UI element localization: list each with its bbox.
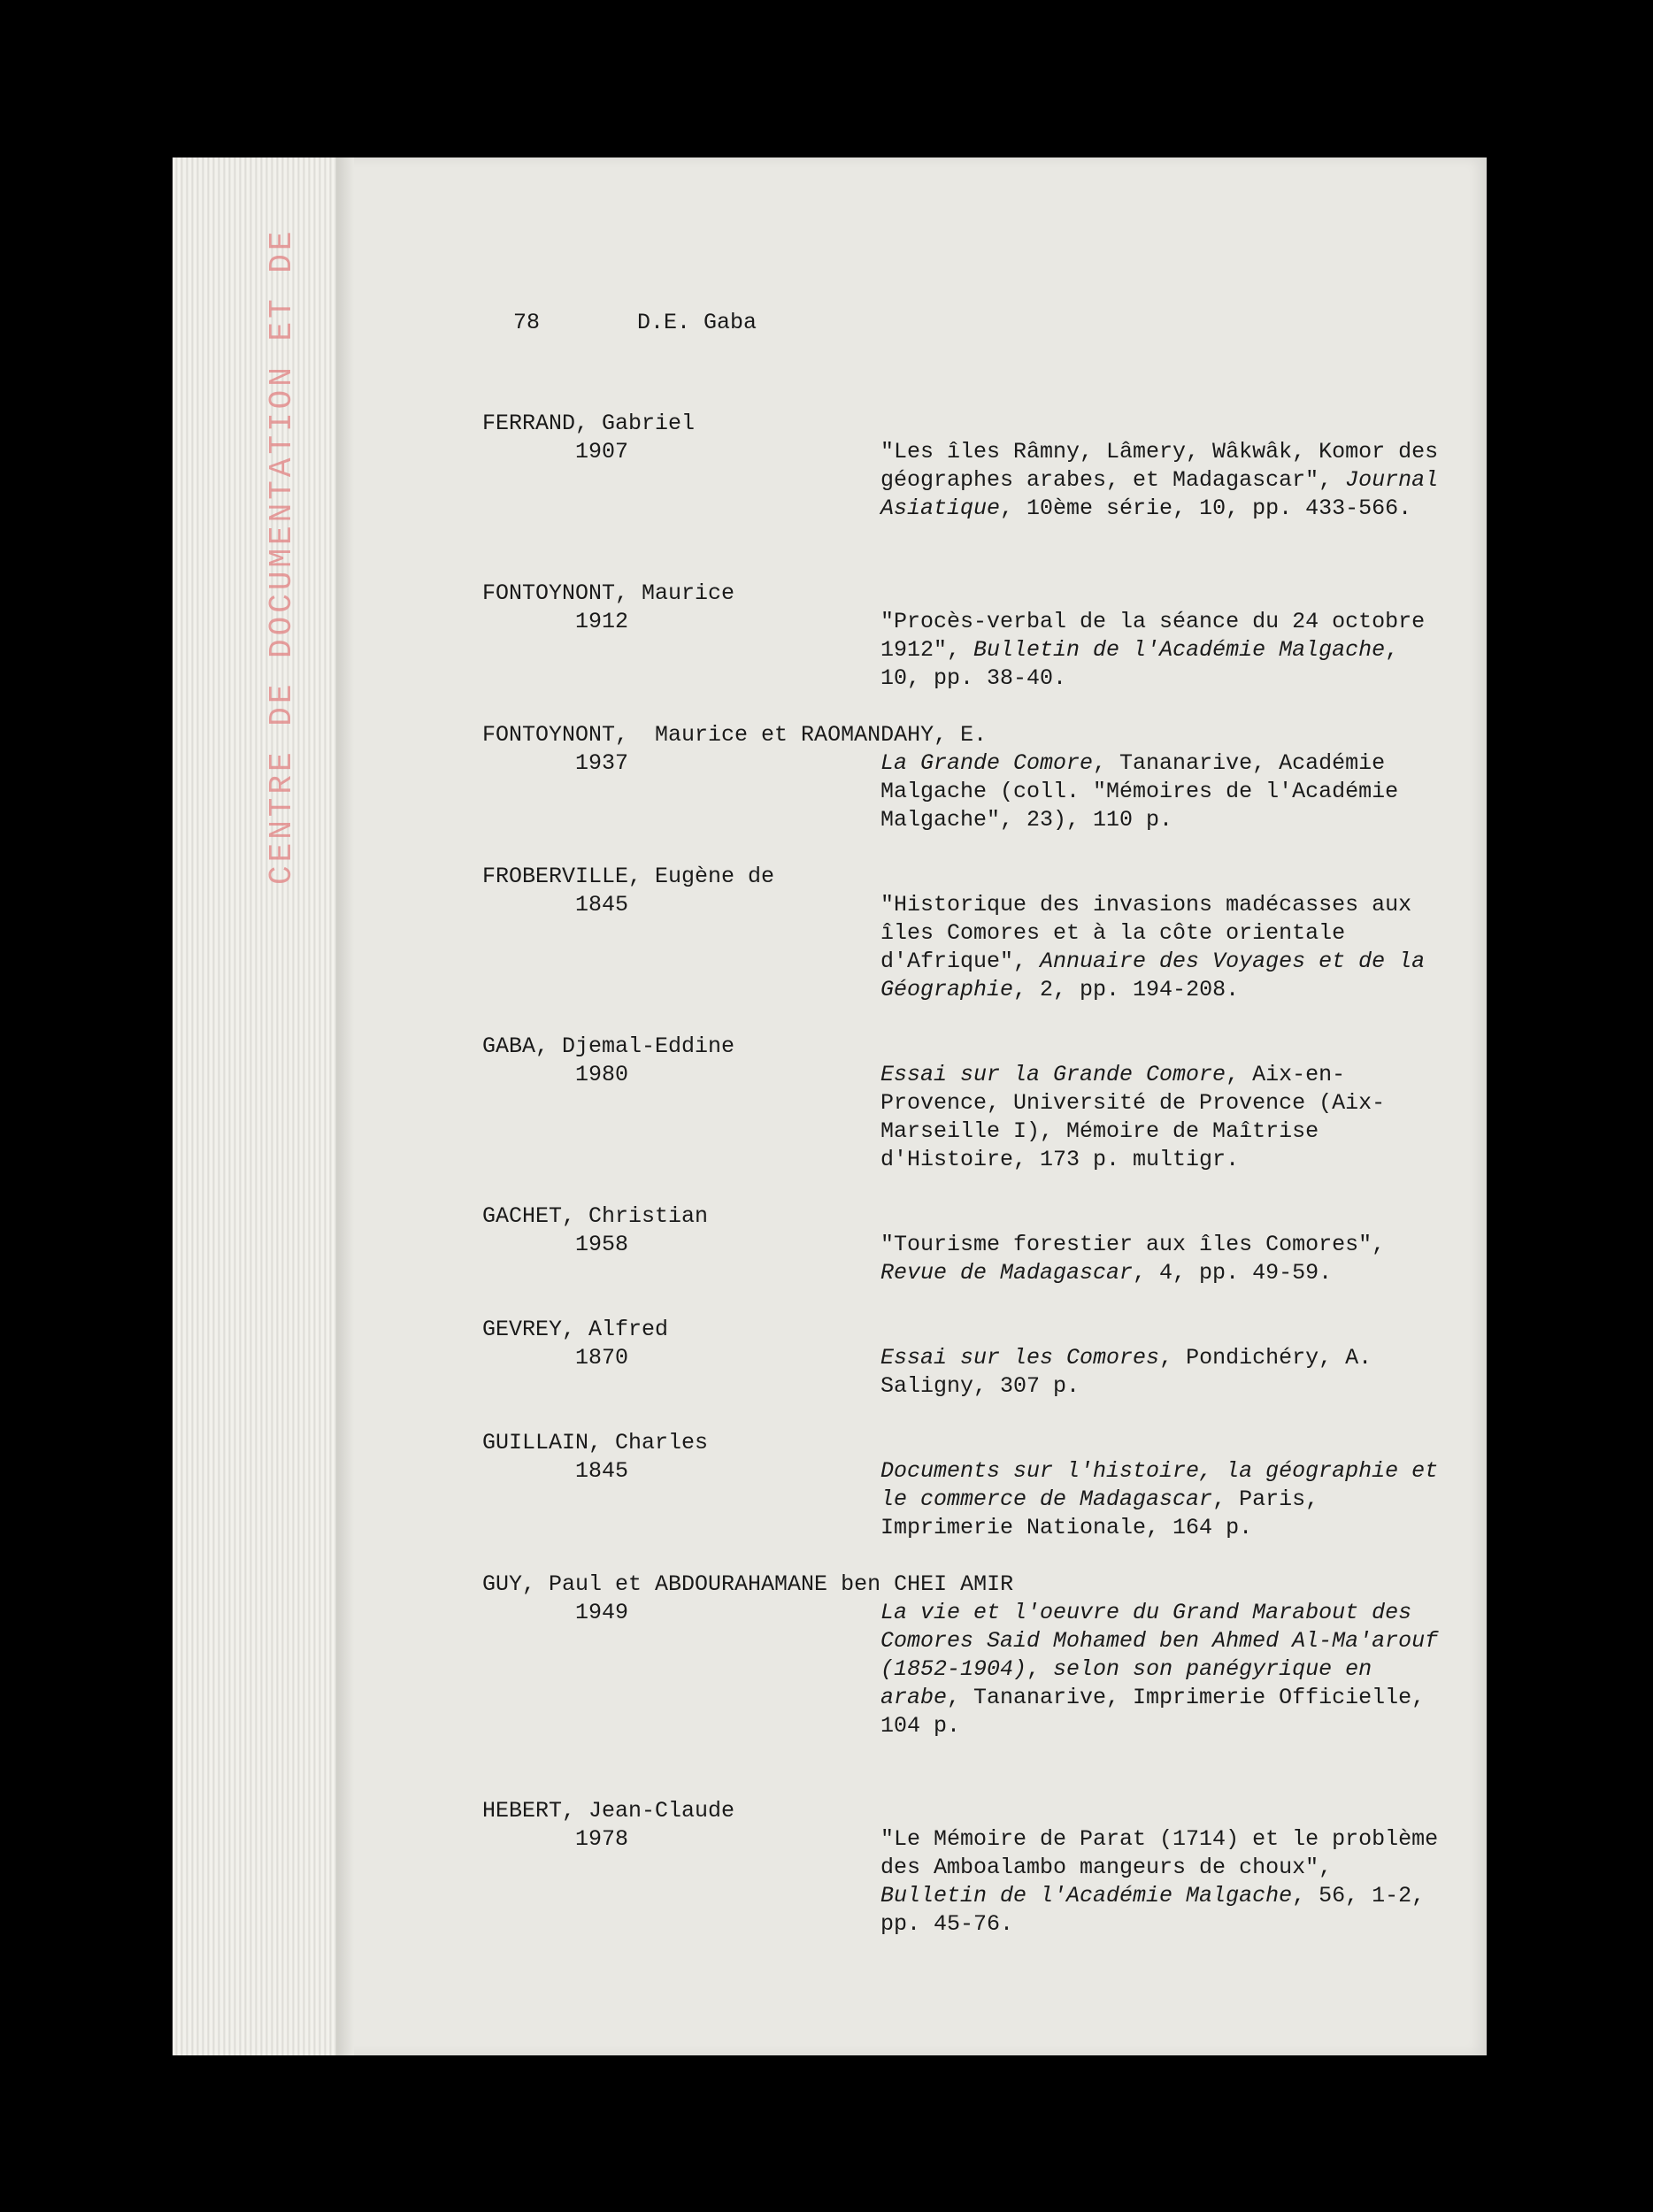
library-stamp: CENTRE DE DOCUMENTATION ET DE (264, 227, 300, 885)
reference-title: Documents sur l'histoire, la géographie et le commerce de Madagascar (880, 1458, 1439, 1512)
reference-text: , 4, pp. 49-59. (1133, 1260, 1333, 1286)
entry-author: FERRAND, Gabriel (482, 411, 696, 436)
page-edges (173, 157, 336, 2055)
entry-year: 1845 (575, 892, 629, 918)
entry-author: FONTOYNONT, Maurice (482, 580, 735, 606)
entry-author: FONTOYNONT, Maurice et RAOMANDAHY, E. (482, 722, 988, 748)
entry-author: GABA, Djemal-Eddine (482, 1033, 735, 1059)
reference-text: "Le Mémoire de Parat (1714) et le problème des Amboalambo mangeurs de choux", (880, 1826, 1439, 1880)
bibliography-entry (482, 1797, 1447, 1939)
entry-reference (880, 1344, 1447, 1401)
reference-text: "Tourisme forestier aux îles Comores", (880, 1232, 1386, 1257)
entry-author: FROBERVILLE, Eugène de (482, 864, 775, 889)
entry-reference (880, 1061, 1447, 1174)
reference-text: , 10ème série, 10, pp. 433-566. (1000, 495, 1412, 521)
entry-reference (880, 749, 1447, 834)
page-number: 78 (513, 310, 541, 335)
bibliography-entry (482, 721, 1447, 834)
entry-year: 1912 (575, 609, 629, 634)
bibliography-entry (482, 410, 1447, 523)
reference-title: Journal Asiatique (880, 467, 1439, 521)
reference-title: Annuaire des Voyages et de la Géographie (880, 949, 1426, 1002)
entry-reference (880, 608, 1447, 693)
reference-title: Essai sur les Comores (880, 1345, 1160, 1371)
bibliography-entry (482, 580, 1447, 693)
reference-text: , Paris, Imprimerie Nationale, 164 p. (880, 1486, 1319, 1540)
reference-text: , Tananarive, Imprimerie Officielle, 104 p. (880, 1685, 1426, 1739)
bibliography-entry (482, 1571, 1447, 1740)
entry-reference (880, 438, 1447, 523)
reference-title: Essai sur la Grande Comore (880, 1062, 1226, 1087)
reference-text: , 56, 1-2, pp. 45-76. (880, 1883, 1426, 1937)
reference-text: , 10, pp. 38-40. (880, 637, 1399, 691)
entry-reference (880, 1825, 1447, 1939)
entry-year: 1958 (575, 1232, 629, 1257)
page-gutter (336, 157, 354, 2055)
entry-author: GUY, Paul et ABDOURAHAMANE ben CHEI AMIR (482, 1571, 1014, 1597)
entry-author: GUILLAIN, Charles (482, 1430, 709, 1455)
bibliography-entry (482, 863, 1447, 1004)
entry-author: GACHET, Christian (482, 1203, 709, 1229)
entry-reference (880, 1457, 1447, 1542)
entry-year: 1845 (575, 1458, 629, 1484)
reference-text: "Procès-verbal de la séance du 24 octobre 1912", (880, 609, 1426, 663)
reference-text: , (1026, 1656, 1054, 1682)
reference-title: Bulletin de l'Académie Malgache (973, 637, 1386, 663)
reference-title: Revue de Madagascar (880, 1260, 1134, 1286)
entry-author: GEVREY, Alfred (482, 1317, 669, 1342)
reference-text: , Tananarive, Académie Malgache (coll. "Mémoires de l'Académie Malgache", 23), 110 p. (880, 750, 1399, 833)
entry-year: 1870 (575, 1345, 629, 1371)
reference-title: Bulletin de l'Académie Malgache (880, 1883, 1293, 1909)
entry-year: 1949 (575, 1600, 629, 1625)
entry-year: 1937 (575, 750, 629, 776)
entry-reference (880, 891, 1447, 1004)
reference-title: La Grande Comore (880, 750, 1094, 776)
bibliography-entry (482, 1316, 1447, 1401)
entry-year: 1978 (575, 1826, 629, 1852)
reference-text: , Pondichéry, A. Saligny, 307 p. (880, 1345, 1372, 1399)
running-title: D.E. Gaba (637, 310, 757, 335)
bibliography-entry (482, 1429, 1447, 1542)
bibliography-entry (482, 1202, 1447, 1287)
reference-text: , Aix-en-Provence, Université de Provence (Aix-Marseille I), Mémoire de Maîtrise d'Histoire, 173 p. multigr. (880, 1062, 1386, 1172)
reference-text: , 2, pp. 194-208. (1013, 977, 1240, 1002)
entry-author: HEBERT, Jean-Claude (482, 1798, 735, 1824)
entry-year: 1907 (575, 439, 629, 465)
reference-title: La vie et l'oeuvre du Grand Marabout des Comores Said Mohamed ben Ahmed Al-Ma'arouf (1852-1904) (880, 1600, 1439, 1682)
entry-year: 1980 (575, 1062, 629, 1087)
entry-reference (880, 1231, 1447, 1287)
reference-title: selon son panégyrique en arabe (880, 1656, 1372, 1710)
reference-text: "Les îles Râmny, Lâmery, Wâkwâk, Komor des géographes arabes, et Madagascar", (880, 439, 1439, 493)
entry-reference (880, 1599, 1447, 1740)
reference-text: "Historique des invasions madécasses aux îles Comores et à la côte orientale d'Afrique", (880, 892, 1412, 974)
running-header (513, 310, 757, 335)
bibliography-entry (482, 1033, 1447, 1174)
